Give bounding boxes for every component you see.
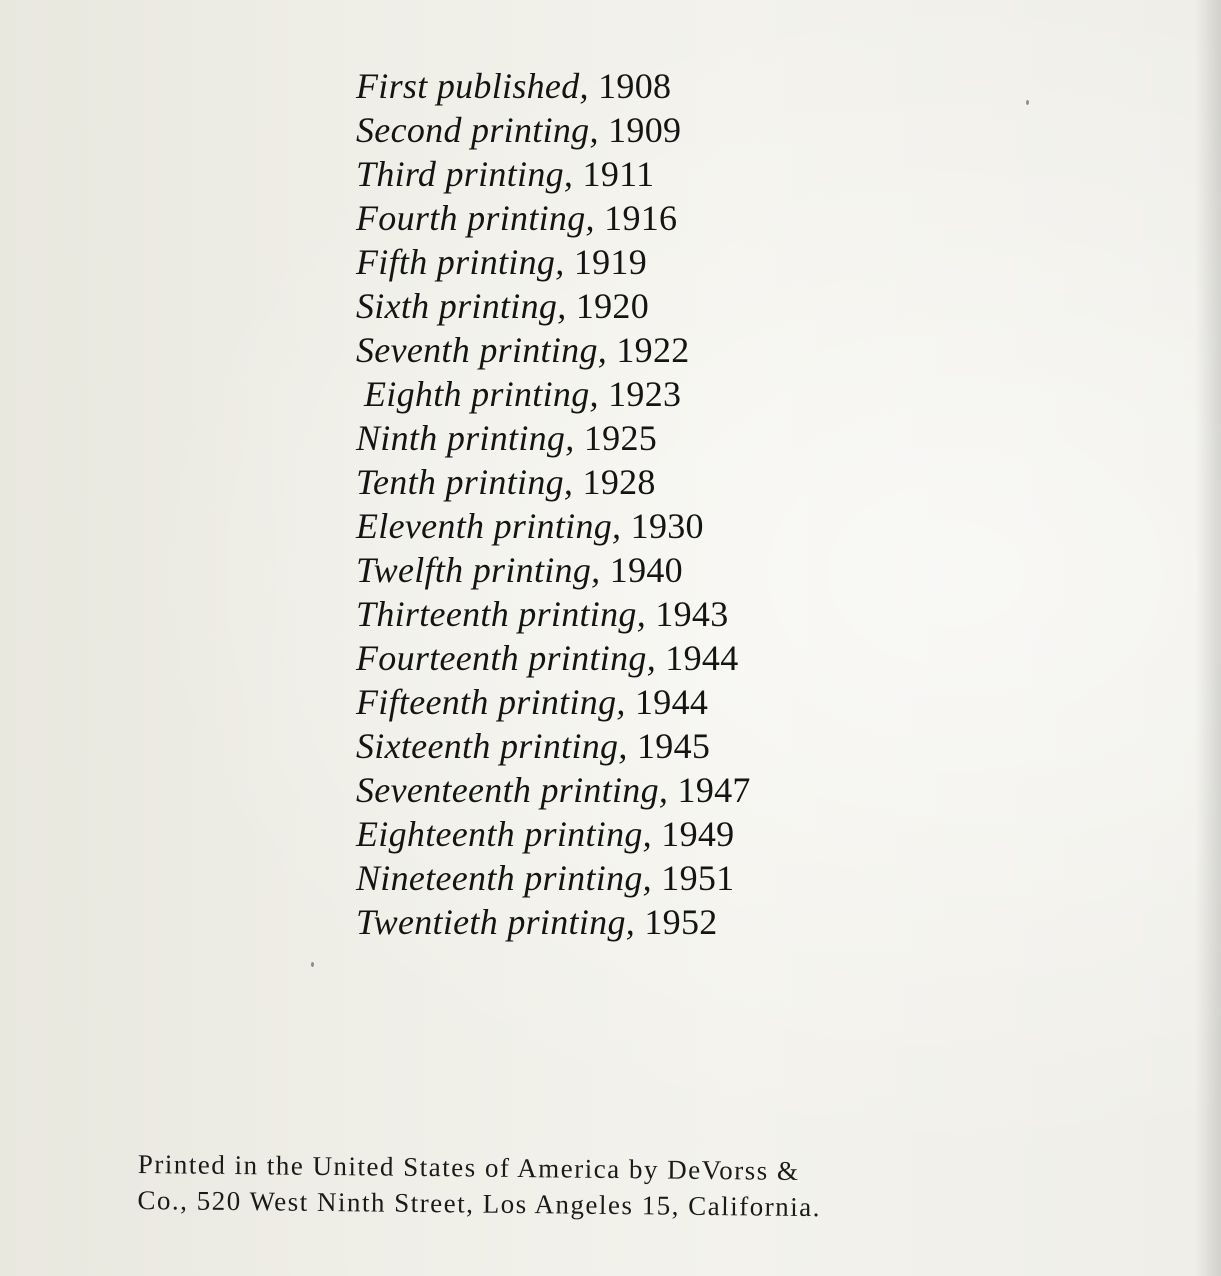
printing-separator: , [555, 242, 574, 282]
printing-year: 1916 [604, 198, 678, 238]
printing-line [356, 328, 876, 372]
printing-year: 1944 [634, 682, 709, 722]
printing-label: Twentieth printing [356, 902, 626, 942]
printing-separator: , [557, 286, 576, 326]
printing-line [356, 108, 876, 152]
printing-line [356, 284, 876, 328]
printing-separator: , [585, 198, 605, 238]
printing-label: Sixth printing [356, 286, 558, 326]
printing-line [356, 812, 876, 856]
printing-separator: , [625, 902, 645, 942]
printing-line [356, 372, 876, 416]
printing-line [356, 900, 876, 944]
printing-label: Fifteenth printing [356, 682, 617, 722]
printing-label: Eleventh printing [356, 506, 613, 546]
printing-separator: , [642, 858, 662, 898]
printing-separator: , [591, 550, 610, 590]
printing-label: Fourth printing [356, 198, 586, 238]
printing-year: 1925 [583, 418, 658, 458]
printing-separator: , [597, 330, 617, 370]
printing-year: 1920 [575, 286, 650, 326]
printing-separator: , [646, 638, 666, 678]
printer-colophon [137, 1146, 1078, 1228]
colophon-line: Printed in the United States of America by DeVorss & [137, 1148, 800, 1186]
printing-year: 1951 [661, 858, 735, 898]
printing-separator: , [642, 814, 662, 854]
printing-label: Third printing [356, 154, 564, 194]
printing-history-list [356, 64, 876, 944]
printing-year: 1947 [677, 770, 751, 810]
printing-separator: , [618, 726, 637, 766]
printing-line [356, 64, 876, 108]
printing-year: 1928 [582, 462, 656, 502]
printing-year: 1919 [573, 242, 648, 282]
printing-label: Sixteenth printing [356, 726, 619, 766]
printing-label: Thirteenth printing [356, 594, 637, 634]
printing-label: Nineteenth printing [356, 858, 643, 898]
printing-separator: , [589, 110, 609, 150]
printing-line [356, 152, 876, 196]
printing-separator: , [563, 462, 583, 502]
printing-line [356, 460, 876, 504]
printing-year: 1909 [608, 110, 682, 150]
ink-speck [311, 962, 314, 967]
printing-separator: , [565, 418, 584, 458]
printing-label: Fifth printing [356, 242, 556, 282]
printing-line [356, 548, 876, 592]
printing-separator: , [579, 66, 599, 106]
printing-label: Eighteenth printing [356, 814, 643, 854]
printing-separator: , [616, 682, 635, 722]
printing-line [356, 416, 876, 460]
printing-separator: , [612, 506, 631, 546]
printing-label: Eighth printing [364, 374, 590, 414]
printing-line [356, 768, 876, 812]
printing-year: 1908 [598, 66, 672, 106]
printing-label: Tenth printing [356, 462, 564, 502]
printing-label: Second printing [356, 110, 590, 150]
printing-label: First published [356, 66, 580, 106]
printing-line [356, 592, 876, 636]
printing-line [356, 724, 876, 768]
printing-label: Fourteenth printing [356, 638, 647, 678]
printing-separator: , [636, 594, 656, 634]
printing-line [356, 636, 876, 680]
printing-year: 1952 [644, 902, 718, 942]
printing-year: 1940 [609, 550, 683, 590]
printing-year: 1923 [608, 374, 682, 414]
printing-line [356, 680, 876, 724]
printing-year: 1945 [636, 726, 711, 766]
printing-year: 1911 [582, 154, 655, 194]
printing-line [356, 504, 876, 548]
printing-label: Seventeenth printing [356, 770, 659, 810]
page-edge-shadow [1195, 0, 1221, 1276]
printing-label: Twelfth printing [356, 550, 592, 590]
printing-year: 1930 [630, 506, 704, 546]
colophon-line: Co., 520 West Ninth Street, Los Angeles 15, California. [137, 1184, 822, 1223]
ink-speck [1026, 100, 1029, 105]
printing-line [356, 240, 876, 284]
printing-line [356, 196, 876, 240]
printing-separator: , [589, 374, 609, 414]
printing-separator: , [563, 154, 583, 194]
printing-year: 1944 [665, 638, 739, 678]
printing-separator: , [658, 770, 678, 810]
printing-label: Seventh printing [356, 330, 598, 370]
printing-line [356, 856, 876, 900]
printing-year: 1943 [655, 594, 729, 634]
printing-label: Ninth printing [356, 418, 566, 458]
printing-year: 1922 [616, 330, 690, 370]
printing-year: 1949 [661, 814, 735, 854]
